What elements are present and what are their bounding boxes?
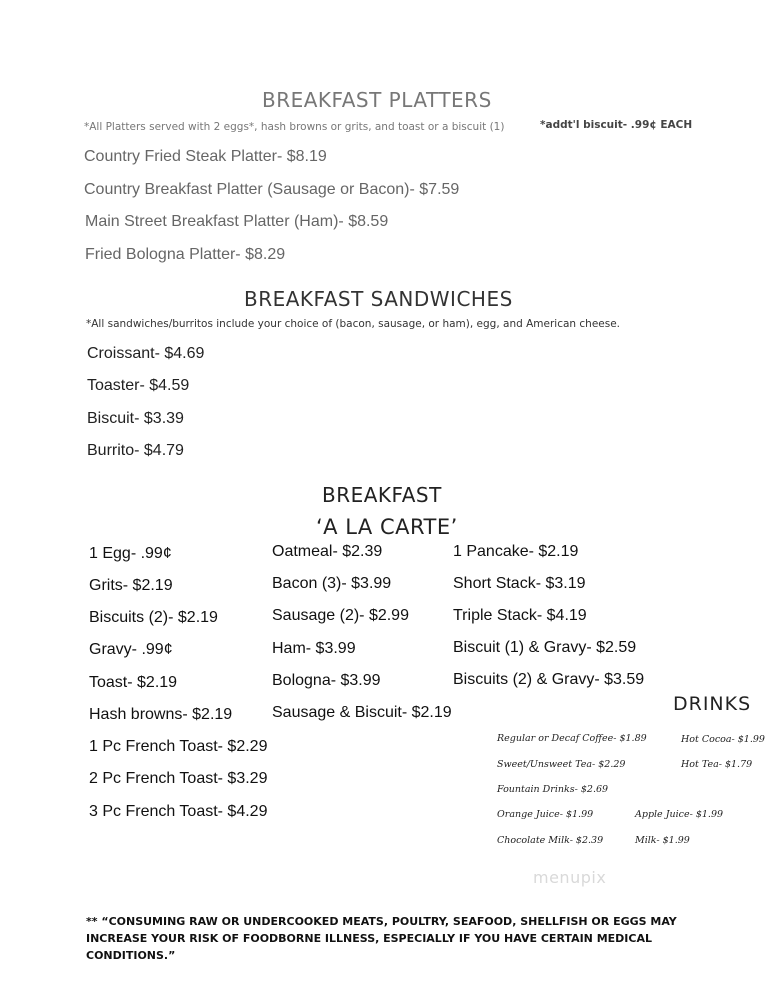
alacarte-item: 1 Pc French Toast- $2.29	[89, 738, 268, 755]
alacarte-item: Bologna- $3.99	[272, 672, 381, 689]
sandwich-item: Biscuit- $3.39	[87, 410, 184, 427]
alacarte-item: 3 Pc French Toast- $4.29	[89, 803, 268, 820]
alacarte-item: Short Stack- $3.19	[453, 575, 586, 592]
watermark: menupix	[533, 868, 607, 887]
drink-item: Milk- $1.99	[635, 835, 690, 846]
biscuit-extra-note: *addt'l biscuit- .99¢ EACH	[540, 119, 693, 131]
alacarte-item: Oatmeal- $2.39	[272, 543, 383, 560]
alacarte-item: Ham- $3.99	[272, 640, 356, 657]
platter-item: Fried Bologna Platter- $8.29	[85, 246, 286, 263]
alacarte-item: Bacon (3)- $3.99	[272, 575, 392, 592]
alacarte-item: Sausage & Biscuit- $2.19	[272, 704, 452, 721]
alacarte-item: Triple Stack- $4.19	[453, 607, 587, 624]
drink-item: Sweet/Unsweet Tea- $2.29	[497, 759, 626, 770]
sandwiches-heading: BREAKFAST SANDWICHES	[244, 287, 513, 311]
alacarte-heading-line1: BREAKFAST	[322, 483, 442, 507]
alacarte-item: 1 Egg- .99¢	[89, 545, 172, 562]
food-safety-disclaimer: ** “CONSUMING RAW OR UNDERCOOKED MEATS, POULTRY, SEAFOOD, SHELLFISH OR EGGS MAY INCREASE YOUR RISK OF FOODBORNE ILLNESS, ESPECIALLY IF YOU HAVE CERTAIN MEDICAL CONDITIONS.”	[86, 915, 677, 962]
drink-item: Orange Juice- $1.99	[497, 809, 594, 820]
sandwiches-note: *All sandwiches/burritos include your choice of (bacon, sausage, or ham), egg, and American cheese.	[86, 318, 621, 330]
alacarte-item: Sausage (2)- $2.99	[272, 607, 409, 624]
platters-heading: BREAKFAST PLATTERS	[262, 88, 492, 112]
drink-item: Chocolate Milk- $2.39	[497, 835, 604, 846]
drink-item: Regular or Decaf Coffee- $1.89	[497, 733, 647, 744]
alacarte-item: 1 Pancake- $2.19	[453, 543, 579, 560]
drinks-heading: DRINKS	[673, 693, 752, 715]
alacarte-item: Hash browns- $2.19	[89, 706, 233, 723]
platter-item: Country Breakfast Platter (Sausage or Bacon)- $7.59	[84, 181, 460, 198]
alacarte-item: 2 Pc French Toast- $3.29	[89, 770, 268, 787]
drink-item: Hot Cocoa- $1.99	[681, 734, 765, 745]
alacarte-heading-line2: ‘A LA CARTE’	[316, 515, 458, 539]
alacarte-item: Biscuits (2)- $2.19	[89, 609, 218, 626]
sandwich-item: Toaster- $4.59	[87, 377, 190, 394]
alacarte-item: Biscuit (1) & Gravy- $2.59	[453, 639, 637, 656]
alacarte-item: Toast- $2.19	[89, 674, 178, 691]
drink-item: Fountain Drinks- $2.69	[497, 784, 609, 795]
alacarte-item: Grits- $2.19	[89, 577, 173, 594]
drink-item: Apple Juice- $1.99	[635, 809, 724, 820]
platter-item: Main Street Breakfast Platter (Ham)- $8.59	[85, 213, 389, 230]
alacarte-item: Gravy- .99¢	[89, 641, 173, 658]
platters-note: *All Platters served with 2 eggs*, hash browns or grits, and toast or a biscuit (1)	[84, 121, 505, 133]
alacarte-item: Biscuits (2) & Gravy- $3.59	[453, 671, 645, 688]
sandwich-item: Burrito- $4.79	[87, 442, 184, 459]
sandwich-item: Croissant- $4.69	[87, 345, 205, 362]
platter-item: Country Fried Steak Platter- $8.19	[84, 148, 327, 165]
drink-item: Hot Tea- $1.79	[681, 759, 753, 770]
